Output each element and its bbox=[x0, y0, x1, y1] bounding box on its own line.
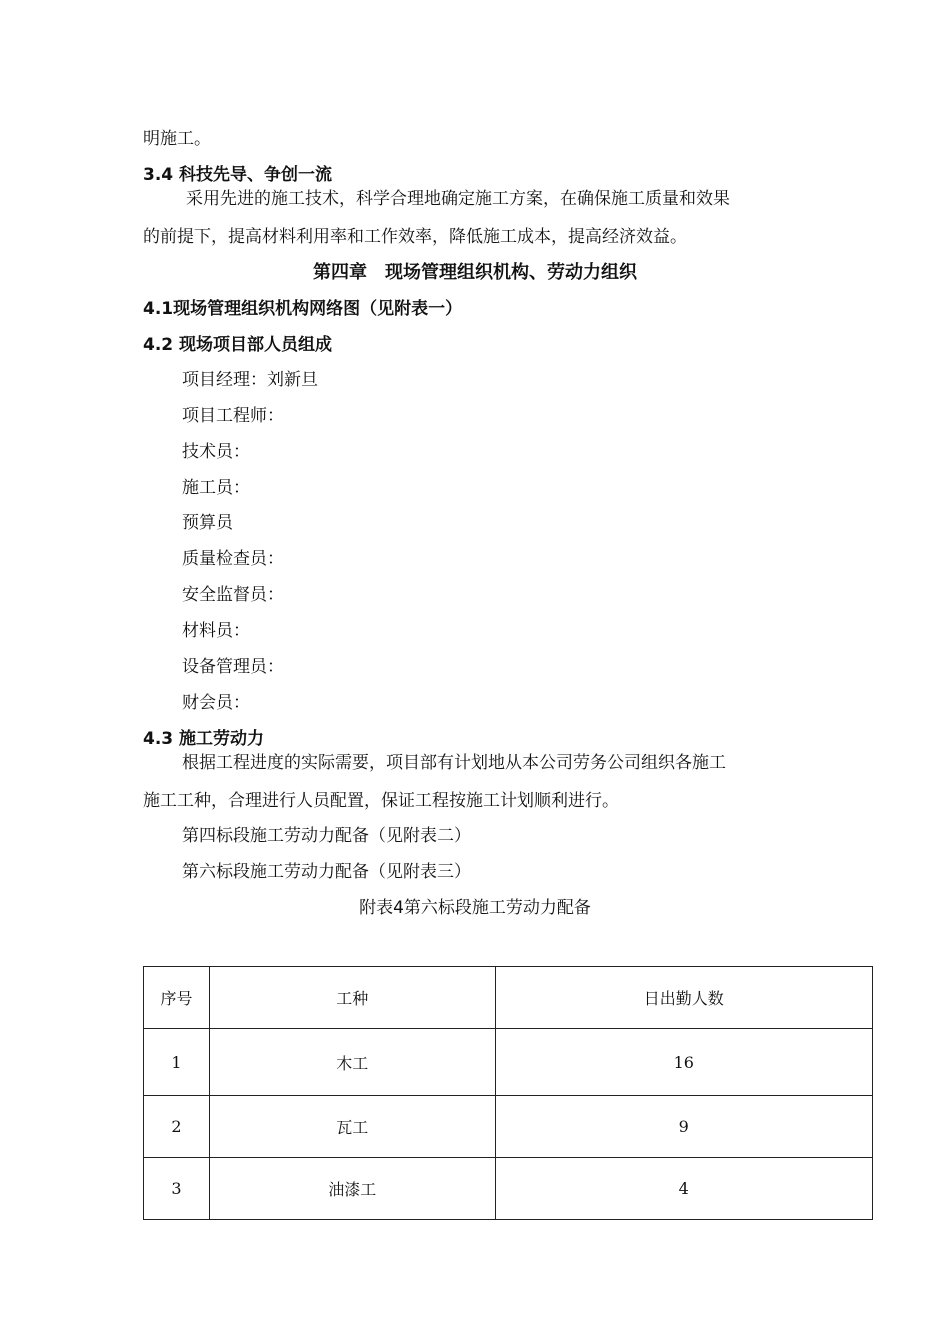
table-header-row bbox=[144, 967, 873, 1029]
table-row bbox=[144, 1029, 873, 1096]
reference-section-6: 第六标段施工劳动力配备（见附表三） bbox=[182, 862, 471, 882]
cell-index: 1 bbox=[144, 1029, 210, 1096]
cell-trade: 木工 bbox=[209, 1029, 495, 1096]
cell-count: 9 bbox=[495, 1096, 872, 1158]
paragraph-3-4-line-1: 采用先进的施工技术，科学合理地确定施工方案，在确保施工质量和效果 bbox=[186, 189, 730, 209]
reference-section-4: 第四标段施工劳动力配备（见附表二） bbox=[182, 826, 471, 846]
staff-technician: 技术员： bbox=[182, 442, 250, 462]
staff-project-manager: 项目经理：刘新旦 bbox=[182, 370, 318, 390]
cell-count: 16 bbox=[495, 1029, 872, 1096]
staff-budgeter: 预算员 bbox=[182, 513, 233, 533]
cell-count: 4 bbox=[495, 1158, 872, 1220]
header-cell-index: 序号 bbox=[144, 967, 210, 1029]
paragraph-3-4-line-2: 的前提下，提高材料利用率和工作效率，降低施工成本，提高经济效益。 bbox=[143, 227, 687, 247]
chapter-4-title: 第四章 现场管理组织机构、劳动力组织 bbox=[313, 262, 637, 283]
staff-quality-inspector: 质量检查员： bbox=[182, 549, 284, 569]
table-row bbox=[144, 1158, 873, 1220]
cell-trade: 油漆工 bbox=[209, 1158, 495, 1220]
heading-3-4: 3.4 科技先导、争创一流 bbox=[143, 165, 333, 185]
heading-4-1: 4.1现场管理组织机构网络图（见附表一） bbox=[143, 299, 463, 319]
staff-equipment-manager: 设备管理员： bbox=[182, 657, 284, 677]
paragraph-4-3-line-2: 施工工种，合理进行人员配置，保证工程按施工计划顺利进行。 bbox=[143, 791, 619, 811]
staff-constructor: 施工员： bbox=[182, 478, 250, 498]
staff-project-engineer: 项目工程师： bbox=[182, 406, 284, 426]
table-row bbox=[144, 1096, 873, 1158]
labor-table bbox=[143, 966, 873, 1220]
staff-accountant: 财会员： bbox=[182, 693, 250, 713]
paragraph-4-3-line-1: 根据工程进度的实际需要，项目部有计划地从本公司劳务公司组织各施工 bbox=[182, 753, 726, 773]
cell-trade: 瓦工 bbox=[209, 1096, 495, 1158]
heading-4-2: 4.2 现场项目部人员组成 bbox=[143, 335, 333, 355]
cell-index: 3 bbox=[144, 1158, 210, 1220]
staff-material-clerk: 材料员： bbox=[182, 621, 250, 641]
heading-4-3: 4.3 施工劳动力 bbox=[143, 729, 265, 749]
paragraph-continuation: 明施工。 bbox=[143, 129, 211, 149]
header-cell-trade: 工种 bbox=[209, 967, 495, 1029]
table-caption: 附表4第六标段施工劳动力配备 bbox=[359, 898, 591, 918]
header-cell-daily-attendance: 日出勤人数 bbox=[495, 967, 872, 1029]
cell-index: 2 bbox=[144, 1096, 210, 1158]
staff-safety-supervisor: 安全监督员： bbox=[182, 585, 284, 605]
